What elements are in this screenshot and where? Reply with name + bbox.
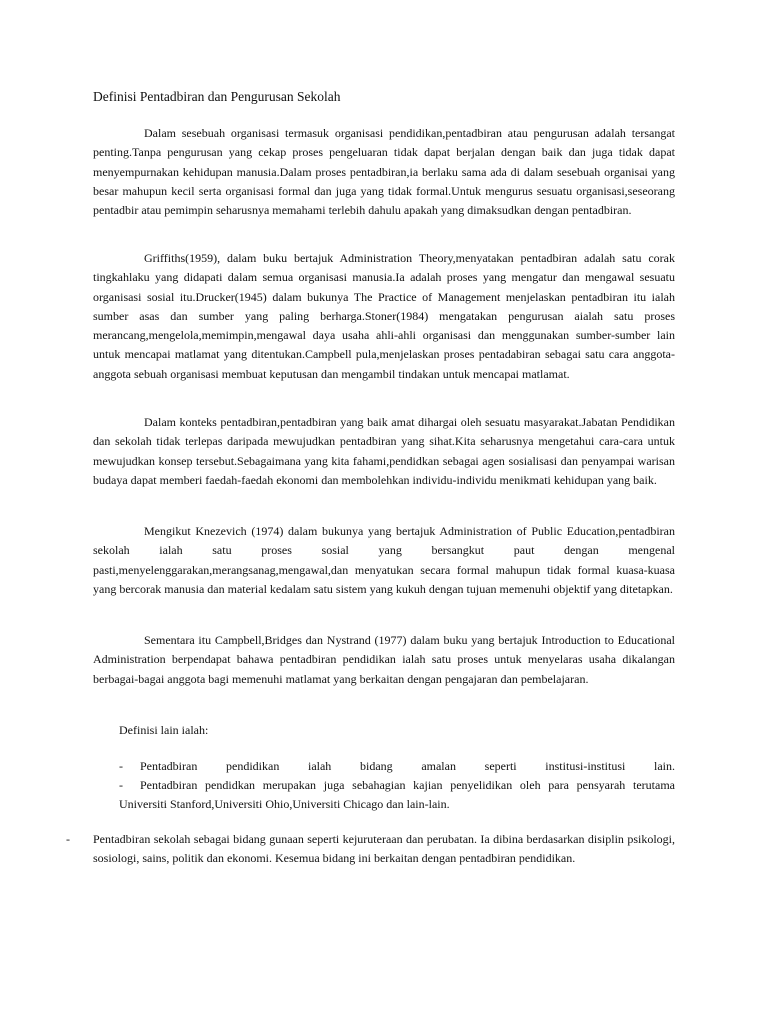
inner-bullet-item <box>119 757 675 776</box>
paragraph-campbell: Sementara itu Campbell,Bridges dan Nystrand (1977) dalam buku yang bertajuk Introduction to Educational Administration berpendapat bahawa pentadbiran pendidikan ialah satu proses untuk menyelaras usaha dikalangan berbagai-bagai anggota bagi memenuhi matlamat yang berkaitan dengan pengajaran dan pembelajaran. <box>93 633 675 686</box>
paragraph-konteks: Dalam konteks pentadbiran,pentadbiran yang baik amat dihargai oleh sesuatu masyarakat.Jabatan Pendidikan dan sekolah tidak terlepas daripada mewujudkan pentadbiran yang sihat.Kita seharusnya mengetahui cara-cara untuk mewujudkan konsep tersebut.Sebagaimana yang kita fahami,pendidkan sebagai agen sosialisasi dan penyampai warisan budaya dapat memberi faedah-faedah ekonomi dan membolehkan individu-individu menikmati kehidupan yang baik. <box>93 415 675 487</box>
bullet-dash: - <box>119 778 123 792</box>
other-definitions-label: Definisi lain ialah: <box>119 723 209 737</box>
paragraph-griffiths: Griffiths(1959), dalam buku bertajuk Administration Theory,menyatakan pentadbiran adalah satu corak tingkahlaku yang didapati dalam semua organisasi manusia.Ia adalah proses yang mengatur dan mengawal sesuatu organisasi sosial itu.Drucker(1945) dalam bukunya The Practice of Management menjelaskan pentadbiran itu ialah sumber asas dan sumber yang paling berharga.Stoner(1984) mengatakan pengurusan aialah satu proses merancang,mengelola,memimpin,mengawal daya usaha ahli-ahli organisasi dan menggunakan sumber-sumber lain untuk mencapai matlamat yang ditentukan.Campbell pula,menjelaskan proses pentadabiran sebagai satu cara anggota-anggota sebuah organisasi membuat keputusan dan mengambil tindakan untuk mencapai matlamat. <box>93 251 675 381</box>
inner-bullet-text: Pentadbiran pendidikan ialah bidang amalan seperti institusi-institusi lain. <box>140 759 675 773</box>
outer-bullet-dash: - <box>66 832 70 846</box>
bullet-dash: - <box>119 759 123 773</box>
inner-bullet-text: Pentadbiran pendidkan merupakan juga sebahagian kajian penyelidikan oleh para pensyarah terutama Universiti Stanford,Universiti Ohio,Universiti Chicago dan lain-lain. <box>119 778 675 812</box>
document-title: Definisi Pentadbiran dan Pengurusan Sekolah <box>93 89 341 104</box>
paragraph-intro: Dalam sesebuah organisasi termasuk organisasi pendidikan,pentadbiran atau pengurusan adalah tersangat penting.Tanpa pengurusan yang cekap proses pengeluaran tidak dapat berjalan dengan baik dan juga tidak dapat menyempurnakan kehidupan manusia.Dalam proses pentadbiran,ia berlaku sama ada di dalam sesebuah organisai yang besar mahupun kecil serta organisasi formal dan juga yang tidak formal.Untuk mengurus sesuatu organisasi,seseorang pentadbir atau pemimpin seharusnya memahami terlebih dahulu apakah yang dimaksudkan dengan pentadbiran. <box>93 126 675 218</box>
paragraph-knezevich: Mengikut Knezevich (1974) dalam bukunya yang bertajuk Administration of Public Education,pentadbiran sekolah ialah satu proses sosial yang bersangkut paut dengan mengenal pasti,menyelenggarakan,merangsanag,mengawal,dan menyatukan secara formal mahupun tidak formal kuasa-kuasa yang bercorak manusia dan material kedalam satu sistem yang kukuh dengan tujuan memenuhi objektif yang ditetapkan. <box>93 524 675 596</box>
outer-bullet-text: Pentadbiran sekolah sebagai bidang gunaan seperti kejuruteraan dan perubatan. Ia dibina berdasarkan disiplin psikologi, sosiologi, sains, politik dan ekonomi. Kesemua bidang ini berkaitan dengan pentadbiran pendidikan. <box>93 832 675 866</box>
inner-bullet-item <box>119 776 675 815</box>
